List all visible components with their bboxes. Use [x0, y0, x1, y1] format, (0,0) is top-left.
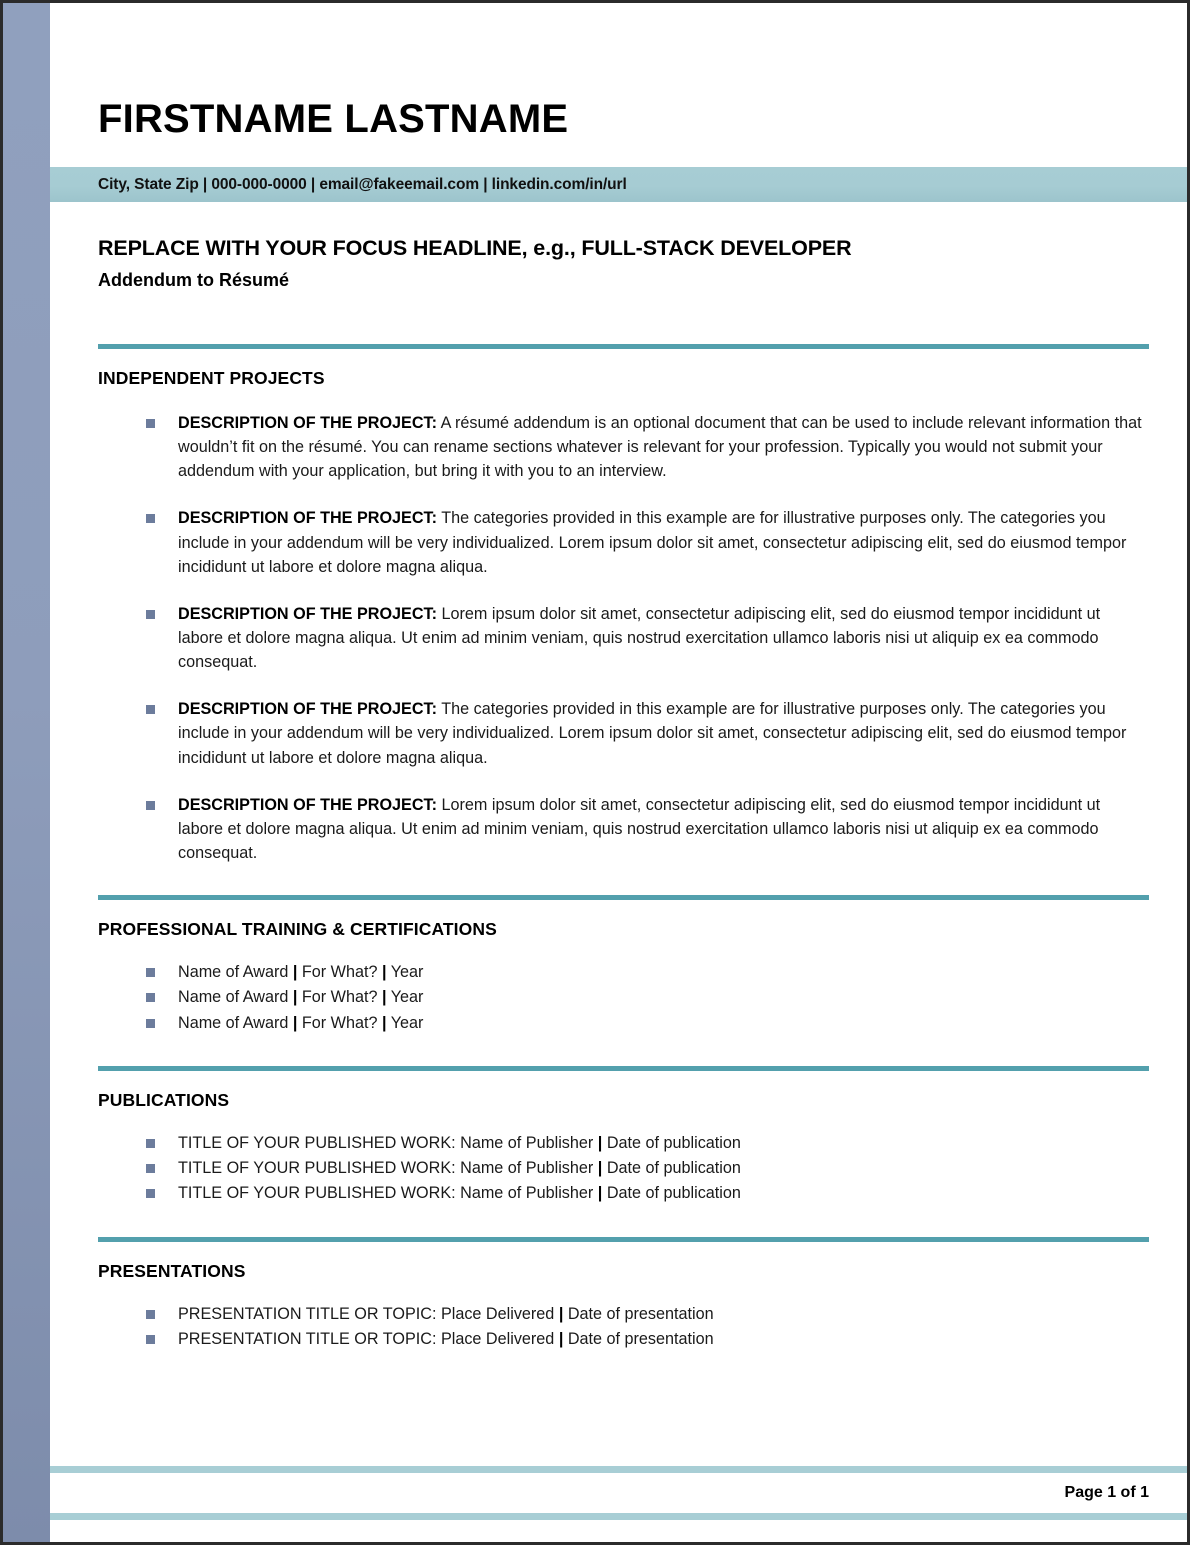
list-item — [98, 1011, 1149, 1036]
publication-date: Date of publication — [602, 1133, 741, 1152]
separator: | — [597, 1184, 603, 1203]
square-bullet-icon — [146, 610, 155, 619]
section-heading: PROFESSIONAL TRAINING & CERTIFICATIONS — [98, 919, 497, 940]
list-item — [98, 1181, 1149, 1206]
square-bullet-icon — [146, 705, 155, 714]
page-number: Page 1 of 1 — [1064, 1484, 1149, 1501]
page-title: FIRSTNAME LASTNAME — [98, 97, 569, 141]
professional-training-list — [98, 960, 1149, 1036]
page-footer — [50, 1466, 1187, 1520]
section-heading: PUBLICATIONS — [98, 1089, 230, 1110]
section-divider — [98, 1066, 1149, 1071]
section-divider — [98, 344, 1149, 349]
separator: | — [381, 1013, 387, 1032]
item-lead: DESCRIPTION OF THE PROJECT: — [178, 509, 438, 528]
list-item — [98, 793, 1149, 865]
separator: | — [381, 988, 387, 1007]
award-reason: For What? — [297, 988, 382, 1007]
document-subtitle: Addendum to Résumé — [98, 270, 290, 290]
square-bullet-icon — [146, 993, 155, 1002]
square-bullet-icon — [146, 1164, 155, 1173]
award-name: Name of Award — [178, 963, 293, 982]
square-bullet-icon — [146, 514, 155, 523]
item-body: The categories provided in this example are for illustrative purposes only. The categories you include in your addendum will be very individualized. Lorem ipsum dolor sit amet, consectetur adipiscing elit, sed do eiusmod tempor incididunt ut labore et dolore magna aliqua. — [178, 509, 1127, 576]
section-heading: INDEPENDENT PROJECTS — [98, 368, 325, 388]
section-heading: PRESENTATIONS — [98, 1260, 246, 1281]
footer-divider-bottom — [50, 1513, 1187, 1520]
presentation-date: Date of presentation — [563, 1304, 714, 1323]
presentation-title: PRESENTATION TITLE OR TOPIC: Place Delivered — [178, 1304, 559, 1323]
publication-title: TITLE OF YOUR PUBLISHED WORK: Name of Publisher — [178, 1133, 598, 1152]
separator: | — [597, 1133, 603, 1152]
item-body: Lorem ipsum dolor sit amet, consectetur adipiscing elit, sed do eiusmod tempor incididunt ut labore et dolore magna aliqua. Ut enim ad minim veniam, quis nostrud exercitation ullamco laboris nisi ut aliquip ex ea commodo consequat. — [178, 795, 1101, 862]
document-content — [50, 3, 1187, 1542]
section-divider — [98, 895, 1149, 900]
separator: | — [597, 1159, 603, 1178]
list-item — [98, 1302, 1149, 1327]
award-reason: For What? — [297, 963, 382, 982]
item-lead: DESCRIPTION OF THE PROJECT: — [178, 414, 438, 432]
separator: | — [292, 963, 298, 982]
page-border-right — [1187, 0, 1190, 1545]
list-item — [98, 1156, 1149, 1181]
list-item — [98, 1131, 1149, 1156]
award-year: Year — [386, 1013, 424, 1032]
item-body: Lorem ipsum dolor sit amet, consectetur adipiscing elit, sed do eiusmod tempor incididunt ut labore et dolore magna aliqua. Ut enim ad minim veniam, quis nostrud exercitation ullamco laboris nisi ut aliquip ex ea commodo consequat. — [178, 604, 1101, 672]
footer-divider-top — [50, 1466, 1187, 1473]
section-publications — [50, 1066, 1187, 1207]
publication-date: Date of publication — [602, 1184, 741, 1203]
square-bullet-icon — [146, 1139, 155, 1148]
contact-bar — [50, 167, 1187, 202]
decorative-sidebar-band — [3, 3, 50, 1542]
square-bullet-icon — [146, 1310, 155, 1319]
publication-title: TITLE OF YOUR PUBLISHED WORK: Name of Publisher — [178, 1184, 598, 1203]
list-item — [98, 602, 1149, 674]
square-bullet-icon — [146, 1335, 155, 1344]
item-lead: DESCRIPTION OF THE PROJECT: — [178, 795, 438, 814]
award-name: Name of Award — [178, 1013, 293, 1032]
section-presentations — [50, 1237, 1187, 1353]
square-bullet-icon — [146, 1019, 155, 1028]
square-bullet-icon — [146, 1189, 155, 1198]
award-year: Year — [386, 988, 424, 1007]
list-item — [98, 506, 1149, 578]
square-bullet-icon — [146, 419, 155, 428]
list-item — [98, 960, 1149, 985]
item-lead: DESCRIPTION OF THE PROJECT: — [178, 604, 438, 623]
award-reason: For What? — [297, 1013, 382, 1032]
separator: | — [381, 963, 387, 982]
item-body: A résumé addendum is an optional document that can be used to include relevant information that wouldn’t fit on the résumé. You can rename sections whatever is relevant for your profession. Typically you would not submit your addendum with your application, but bring it with you to an interview. — [178, 414, 1142, 481]
section-independent-projects — [50, 344, 1187, 865]
award-name: Name of Award — [178, 988, 293, 1007]
list-item — [98, 1327, 1149, 1352]
list-item — [98, 697, 1149, 769]
list-item — [98, 985, 1149, 1010]
section-professional-training — [50, 895, 1187, 1036]
separator: | — [558, 1304, 564, 1323]
separator: | — [292, 988, 298, 1007]
award-year: Year — [386, 963, 424, 982]
publications-list — [98, 1131, 1149, 1207]
publication-date: Date of publication — [602, 1159, 741, 1178]
presentation-title: PRESENTATION TITLE OR TOPIC: Place Delivered — [178, 1329, 559, 1348]
publication-title: TITLE OF YOUR PUBLISHED WORK: Name of Publisher — [178, 1159, 598, 1178]
page-border-bottom — [0, 1542, 1190, 1545]
presentations-list — [98, 1302, 1149, 1353]
separator: | — [558, 1329, 564, 1348]
name-header — [50, 3, 1187, 139]
contact-line: City, State Zip | 000-000-0000 | email@fakeemail.com | linkedin.com/in/url — [98, 175, 627, 193]
footer-content — [50, 1473, 1187, 1513]
headline-block — [50, 202, 1187, 291]
square-bullet-icon — [146, 801, 155, 810]
item-lead: DESCRIPTION OF THE PROJECT: — [178, 700, 438, 719]
separator: | — [292, 1013, 298, 1032]
independent-projects-list — [98, 411, 1149, 865]
presentation-date: Date of presentation — [563, 1329, 714, 1348]
list-item — [98, 411, 1149, 483]
focus-headline: REPLACE WITH YOUR FOCUS HEADLINE, e.g., FULL-STACK DEVELOPER — [98, 236, 852, 260]
square-bullet-icon — [146, 968, 155, 977]
section-divider — [98, 1237, 1149, 1242]
item-body: The categories provided in this example are for illustrative purposes only. The categories you include in your addendum will be very individualized. Lorem ipsum dolor sit amet, consectetur adipiscing elit, sed do eiusmod tempor incididunt ut labore et dolore magna aliqua. — [178, 700, 1127, 767]
